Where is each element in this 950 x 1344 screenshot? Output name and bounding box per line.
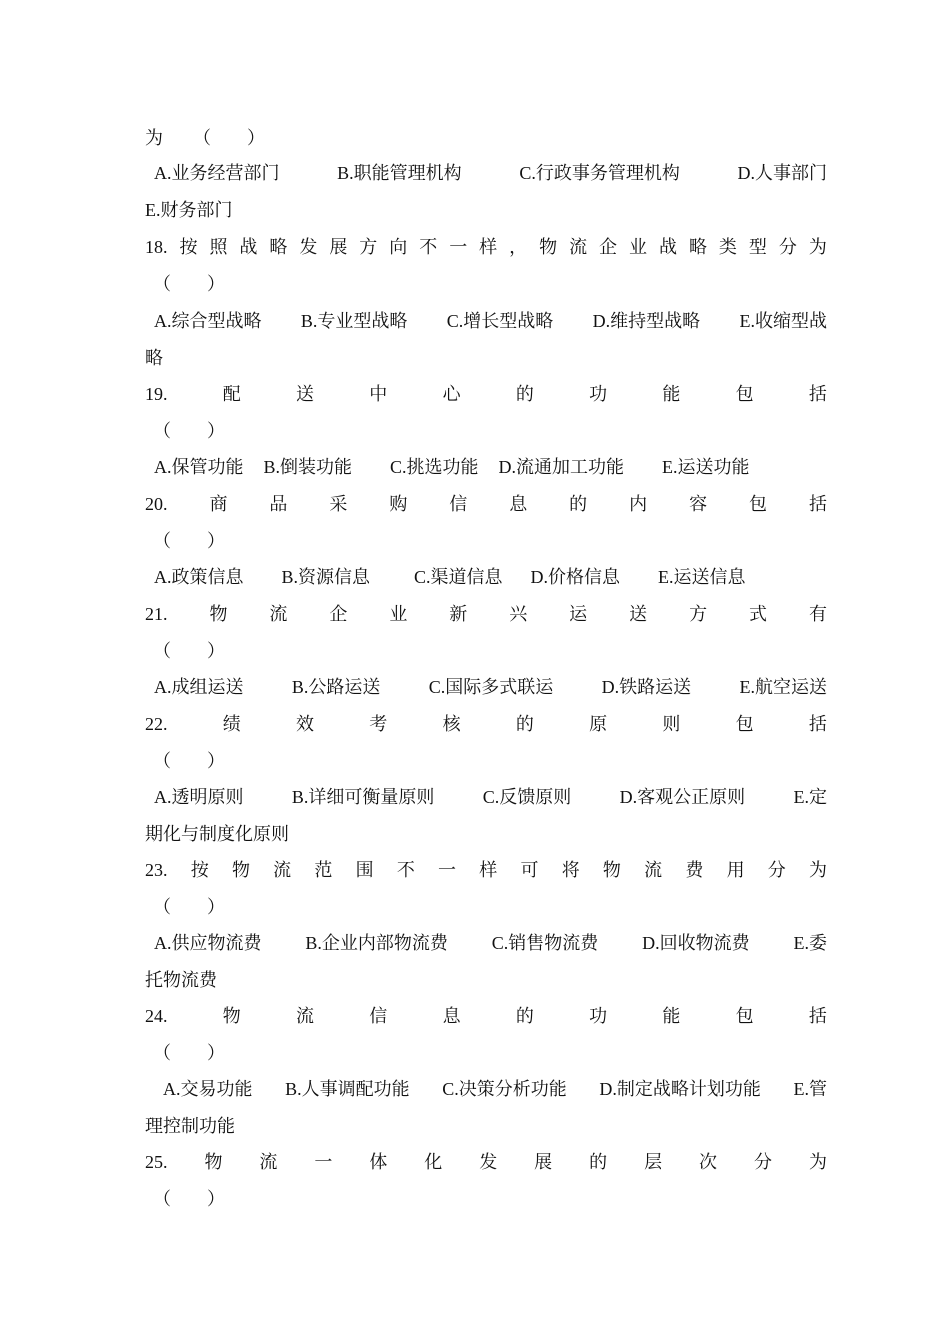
q18-stem-char: 物 [539,237,558,257]
q25-answer-paren: （ ） [153,1189,225,1209]
q22-option-a: A.透明原则 [154,787,244,807]
q21-option-d: D.铁路运送 [601,677,692,697]
q20-option-e: E.运送信息 [658,567,746,587]
q19-option-a: A.保管功能 [154,457,244,477]
q24-stem-char: 物 [222,1006,241,1026]
q20-stem-char: 内 [629,494,648,514]
q18-stem-char: 方 [359,237,378,257]
q25-stem [145,1150,827,1174]
q17-option-e: E.财务部门 [145,200,233,220]
q25-stem-char: 化 [424,1152,443,1172]
q18-stem-char: 不 [419,237,438,257]
q20-option-d: D.价格信息 [530,567,621,587]
q18-stem-char: 样 [479,237,498,257]
q22-stem-char: 的 [515,714,534,734]
q18-stem-char: 略 [688,237,707,257]
q18-stem-char: 流 [569,237,588,257]
q18-option-e: E.收缩型战 [739,311,827,331]
q18-stem-char: 向 [389,237,408,257]
q23-stem-char: 分 [767,860,786,880]
q23-stem-char: 为 [809,860,827,880]
q25-stem-char: 发 [479,1152,498,1172]
q20-answer-line [145,529,827,553]
q19-stem-char: 包 [735,384,754,404]
q20-stem-char: 采 [329,494,348,514]
q24-option-c: C.决策分析功能 [442,1079,567,1099]
q21-option-a: A.成组运送 [154,677,244,697]
q22-stem-char: 包 [735,714,754,734]
q18-stem-char: 照 [209,237,228,257]
q21-options [145,675,827,699]
q18-stem-char: 战 [658,237,677,257]
q20-answer-paren: （ ） [153,531,225,551]
q19-stem-char: 送 [296,384,315,404]
q24-number: 24. [145,1006,168,1026]
q25-stem-char: 为 [808,1152,827,1172]
q25-stem-char: 次 [699,1152,718,1172]
q24-stem-char: 流 [296,1006,315,1026]
q17-options-cont [145,198,827,222]
q25-stem-char: 展 [534,1152,553,1172]
q23-option-b: B.企业内部物流费 [305,933,448,953]
q24-option-e: E.管 [793,1079,827,1099]
q18-stem-char: 展 [329,237,348,257]
q18-stem-char: 略 [269,237,288,257]
q17-option-b: B.职能管理机构 [337,163,462,183]
q19-stem-char: 括 [808,384,827,404]
q23-stem-char: 样 [479,860,498,880]
q22-stem [145,712,827,736]
q18-option-e-cont: 略 [145,348,163,368]
q22-stem-char: 效 [296,714,315,734]
q21-stem-char: 业 [389,604,408,624]
q18-stem-char: 按 [179,237,198,257]
q19-stem-char: 功 [589,384,608,404]
q23-answer-paren: （ ） [153,897,225,917]
q17-options [145,161,827,185]
q24-option-e-cont: 理控制功能 [145,1116,235,1136]
q17-option-c: C.行政事务管理机构 [519,163,680,183]
q21-stem-char: 送 [629,604,648,624]
q24-stem [145,1004,827,1028]
q18-stem-char: ， [509,237,528,257]
q23-stem [145,858,827,882]
q25-stem-char: 分 [753,1152,772,1172]
q23-options [145,931,827,955]
q25-number: 25. [145,1152,168,1172]
q23-stem-char: 范 [314,860,333,880]
q20-stem-char: 商 [209,494,228,514]
q22-option-e-cont: 期化与制度化原则 [145,824,289,844]
q23-stem-char: 可 [520,860,539,880]
q23-stem-char: 一 [438,860,457,880]
q23-option-c: C.销售物流费 [491,933,599,953]
q22-option-b: B.详细可衡量原则 [291,787,435,807]
q24-option-d: D.制定战略计划功能 [599,1079,761,1099]
q25-stem-char: 层 [644,1152,663,1172]
q19-stem-char: 的 [515,384,534,404]
q24-stem-char: 息 [442,1006,461,1026]
q25-stem-char: 一 [314,1152,333,1172]
q24-option-b: B.人事调配功能 [285,1079,410,1099]
q22-stem-char: 绩 [222,714,241,734]
q21-stem-char: 方 [689,604,708,624]
q20-stem-char: 包 [749,494,768,514]
q18-options-cont [145,346,827,370]
q21-stem-char: 流 [269,604,288,624]
q19-option-b: B.倒装功能 [263,457,353,477]
q18-options [145,309,827,333]
q21-stem [145,602,827,626]
q20-options [145,565,827,589]
q24-options [145,1077,827,1101]
q20-stem-char: 的 [569,494,588,514]
q17-stem-text: 为 [145,128,163,148]
q23-stem-char: 不 [396,860,415,880]
q19-answer-paren: （ ） [153,421,225,441]
q21-option-c: C.国际多式联运 [428,677,554,697]
q18-stem-char: 为 [808,237,827,257]
q22-stem-char: 括 [808,714,827,734]
q20-stem-char: 容 [689,494,708,514]
q22-stem-char: 考 [369,714,388,734]
q19-option-e: E.运送功能 [662,457,750,477]
q23-option-e-cont: 托物流费 [145,970,217,990]
q22-answer-line [145,749,827,773]
q18-stem-char: 战 [239,237,258,257]
q18-stem-char: 企 [599,237,618,257]
q24-stem-char: 功 [589,1006,608,1026]
q19-options [145,455,827,479]
q23-number: 23. [145,860,168,880]
q23-stem-char: 流 [273,860,292,880]
q22-stem-char: 原 [589,714,608,734]
q22-option-c: C.反馈原则 [482,787,572,807]
q24-answer-paren: （ ） [153,1043,225,1063]
q21-stem-char: 物 [209,604,228,624]
q22-stem-char: 核 [442,714,461,734]
q24-option-a: A.交易功能 [163,1079,253,1099]
q20-option-b: B.资源信息 [281,567,371,587]
q23-stem-char: 费 [685,860,704,880]
q24-stem-char: 信 [369,1006,388,1026]
q19-stem [145,382,827,406]
q25-stem-char: 流 [259,1152,278,1172]
q25-stem-char: 体 [369,1152,388,1172]
q24-answer-line [145,1041,827,1065]
q18-option-b: B.专业型战略 [300,311,408,331]
q23-stem-char: 用 [726,860,745,880]
q19-stem-char: 心 [442,384,461,404]
q18-stem-char: 发 [299,237,318,257]
q23-stem-char: 将 [561,860,580,880]
q25-stem-char: 物 [204,1152,223,1172]
q22-number: 22. [145,714,168,734]
q17-answer-paren: （ ） [193,128,265,148]
q19-stem-char: 能 [662,384,681,404]
q21-stem-char: 企 [329,604,348,624]
q19-option-d: D.流通加工功能 [498,457,625,477]
q17-stem-tail [145,126,827,150]
q23-stem-char: 流 [644,860,663,880]
q24-stem-char: 括 [808,1006,827,1026]
q18-number: 18. [145,237,168,257]
q23-stem-char: 物 [602,860,621,880]
q19-stem-char: 配 [222,384,241,404]
q18-stem-char: 型 [748,237,767,257]
q18-stem-char: 分 [778,237,797,257]
q22-option-e: E.定 [793,787,827,807]
q21-stem-char: 运 [569,604,588,624]
q18-answer-line [145,272,827,296]
q20-stem-char: 购 [389,494,408,514]
q18-stem-char: 类 [718,237,737,257]
q18-stem [145,235,827,259]
q20-option-c: C.渠道信息 [414,567,503,587]
q20-stem-char: 息 [509,494,528,514]
q20-number: 20. [145,494,168,514]
q22-stem-char: 则 [662,714,681,734]
q24-options-cont [145,1114,827,1138]
q24-stem-char: 的 [515,1006,534,1026]
q23-answer-line [145,895,827,919]
q20-stem-char: 括 [808,494,827,514]
q22-answer-paren: （ ） [153,751,225,771]
q18-answer-paren: （ ） [153,274,225,294]
q23-option-d: D.回收物流费 [642,933,750,953]
q21-stem-char: 式 [749,604,768,624]
q22-options-cont [145,822,827,846]
q23-options-cont [145,968,827,992]
q25-answer-line [145,1187,827,1211]
q17-option-a: A.业务经营部门 [154,163,280,183]
q20-option-a: A.政策信息 [154,567,244,587]
q19-answer-line [145,419,827,443]
q21-option-e: E.航空运送 [739,677,827,697]
q21-answer-paren: （ ） [153,641,225,661]
q23-option-a: A.供应物流费 [154,933,262,953]
q23-option-e: E.委 [793,933,827,953]
q24-stem-char: 能 [662,1006,681,1026]
q23-stem-char: 按 [190,860,209,880]
q18-stem-char: 业 [629,237,647,257]
q21-number: 21. [145,604,168,624]
q18-option-a: A.综合型战略 [154,311,262,331]
q21-stem-char: 兴 [509,604,528,624]
q24-stem-char: 包 [735,1006,754,1026]
q21-stem-char: 有 [808,604,827,624]
q17-option-d: D.人事部门 [737,163,827,183]
q21-stem-char: 新 [449,604,468,624]
q22-options [145,785,827,809]
q19-option-c: C.挑选功能 [390,457,479,477]
q23-stem-char: 围 [355,860,374,880]
q20-stem-char: 信 [449,494,468,514]
q21-option-b: B.公路运送 [291,677,381,697]
q21-answer-line [145,639,827,663]
q22-option-d: D.客观公正原则 [619,787,746,807]
q20-stem [145,492,827,516]
q18-option-d: D.维持型战略 [592,311,701,331]
q19-stem-char: 中 [369,384,388,404]
q23-stem-char: 物 [231,860,250,880]
q20-stem-char: 品 [269,494,288,514]
q19-number: 19. [145,384,168,404]
q25-stem-char: 的 [589,1152,608,1172]
q18-stem-char: 一 [449,237,468,257]
q18-option-c: C.增长型战略 [446,311,554,331]
